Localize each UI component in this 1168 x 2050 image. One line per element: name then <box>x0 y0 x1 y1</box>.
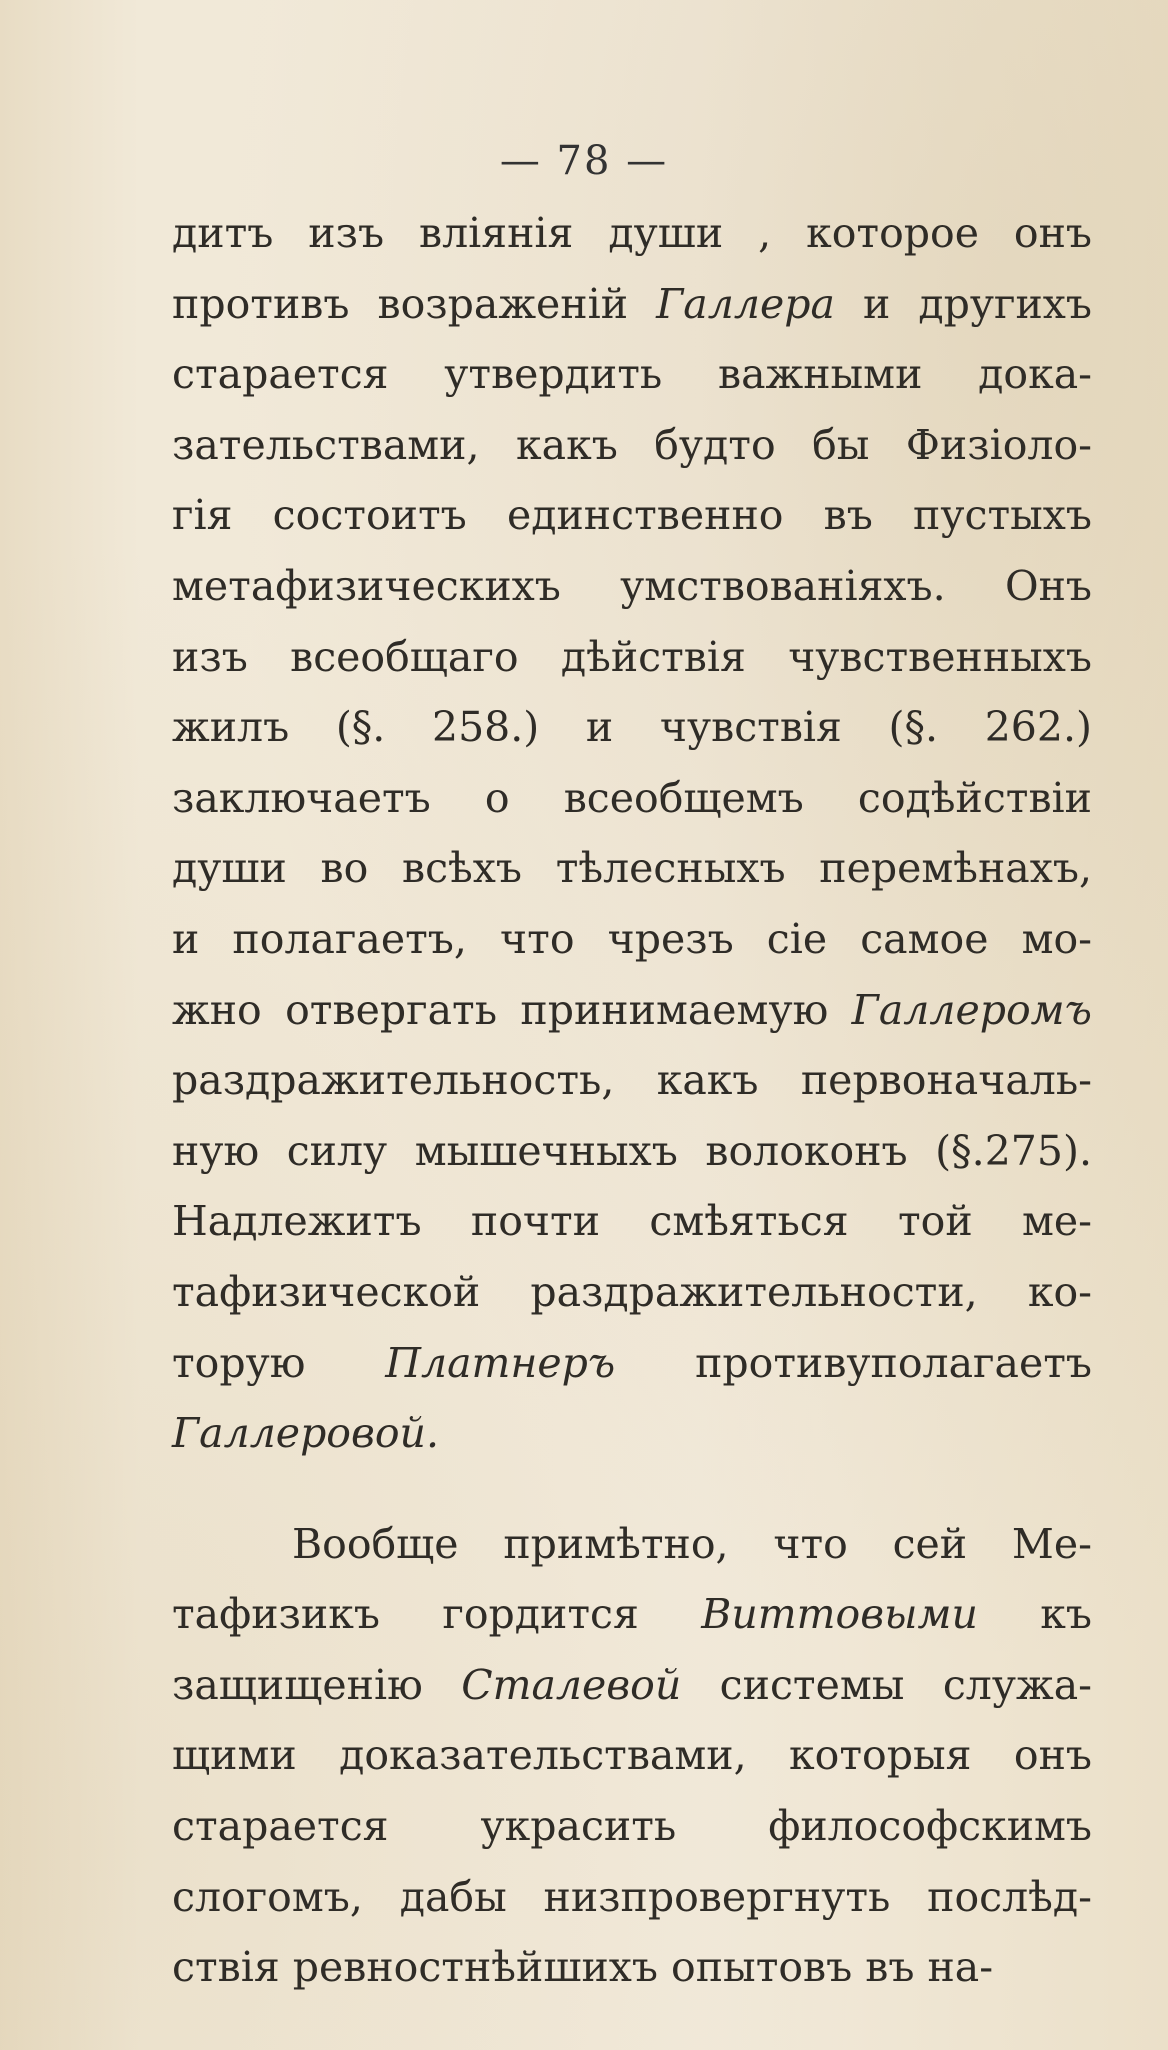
text-segment: старается украсить философскимъ <box>172 1802 1092 1851</box>
text-line <box>172 410 1092 481</box>
italic-name: Платнеръ <box>385 1338 616 1387</box>
italic-name: Галлеромъ <box>851 985 1092 1034</box>
text-line <box>172 1116 1092 1187</box>
text-segment: жно отвергать принимаемую <box>172 985 852 1034</box>
text-line <box>172 1650 1092 1721</box>
text-segment: торую <box>172 1338 386 1387</box>
text-line <box>172 551 1092 622</box>
paragraph <box>172 1509 1092 2003</box>
italic-name: Виттовыми <box>701 1590 978 1639</box>
text-segment: раздражительность, какъ первоначаль- <box>172 1056 1092 1105</box>
italic-name: Галлеровой. <box>172 1409 439 1458</box>
text-line <box>172 692 1092 763</box>
text-segment: гiя состоитъ единственно въ пустыхъ <box>172 491 1092 540</box>
italic-name: Галлера <box>656 279 835 328</box>
text-line <box>172 1509 1092 1580</box>
text-line <box>172 1862 1092 1933</box>
text-line <box>172 1257 1092 1328</box>
text-segment: щими доказательствами, которыя онъ <box>172 1731 1092 1780</box>
text-line <box>172 763 1092 834</box>
text-segment: тафизикъ гордится <box>172 1590 702 1639</box>
text-line <box>172 1328 1092 1399</box>
text-line <box>172 339 1092 410</box>
text-segment: тафизической раздражительности, ко- <box>172 1267 1092 1316</box>
text-segment: жилъ (§. 258.) и чувствiя (§. 262.) <box>172 703 1092 752</box>
text-line <box>172 622 1092 693</box>
text-segment: Надлежитъ почти смѣяться той ме- <box>172 1197 1092 1246</box>
paragraph-gap <box>172 1469 1092 1509</box>
text-segment: защищенiю <box>172 1660 462 1709</box>
text-segment: ную силу мышечныхъ волоконъ (§.275). <box>172 1126 1092 1175</box>
text-segment: метафизическихъ умствованiяхъ. Онъ <box>172 561 1092 610</box>
text-line <box>172 269 1092 340</box>
text-segment: заключаетъ о всеобщемъ содѣйствiи <box>172 773 1092 822</box>
text-line <box>172 480 1092 551</box>
text-line <box>172 904 1092 975</box>
text-segment: слогомъ, дабы низпровергнуть послѣд- <box>172 1872 1092 1921</box>
text-segment: Вообще примѣтно, что сей Ме- <box>292 1519 1092 1568</box>
text-segment: противуполагаетъ <box>615 1338 1092 1387</box>
text-segment: системы служа- <box>681 1660 1092 1709</box>
page-number: — 78 — <box>499 138 669 184</box>
text-line <box>172 1932 1092 2003</box>
text-segment: зательствами, какъ будто бы Физiоло- <box>172 420 1092 469</box>
text-line <box>172 1398 1092 1469</box>
text-line <box>172 1186 1092 1257</box>
paragraph <box>172 198 1092 1469</box>
text-segment: ствiя ревностнѣйшихъ опытовъ въ на- <box>172 1943 994 1992</box>
text-segment: и полагаетъ, что чрезъ сiе самое мо- <box>172 914 1092 963</box>
text-segment: къ <box>977 1590 1093 1639</box>
text-segment: дитъ изъ влiянiя души , которое онъ <box>172 209 1092 257</box>
text-segment: и другихъ <box>834 279 1092 328</box>
text-line <box>172 198 1092 269</box>
text-line <box>172 1045 1092 1116</box>
text-line <box>172 833 1092 904</box>
text-line <box>172 1720 1092 1791</box>
text-segment: противъ возраженiй <box>172 279 657 328</box>
body-text <box>172 198 1092 2003</box>
text-segment: старается утвердить важными дока- <box>172 350 1092 399</box>
text-line <box>172 1791 1092 1862</box>
text-segment: души во всѣхъ тѣлесныхъ перемѣнахъ, <box>172 844 1092 893</box>
text-line <box>172 1579 1092 1650</box>
text-line <box>172 975 1092 1046</box>
text-segment: изъ всеобщаго дѣйствiя чувственныхъ <box>172 632 1092 681</box>
italic-name: Сталевой <box>461 1660 682 1709</box>
